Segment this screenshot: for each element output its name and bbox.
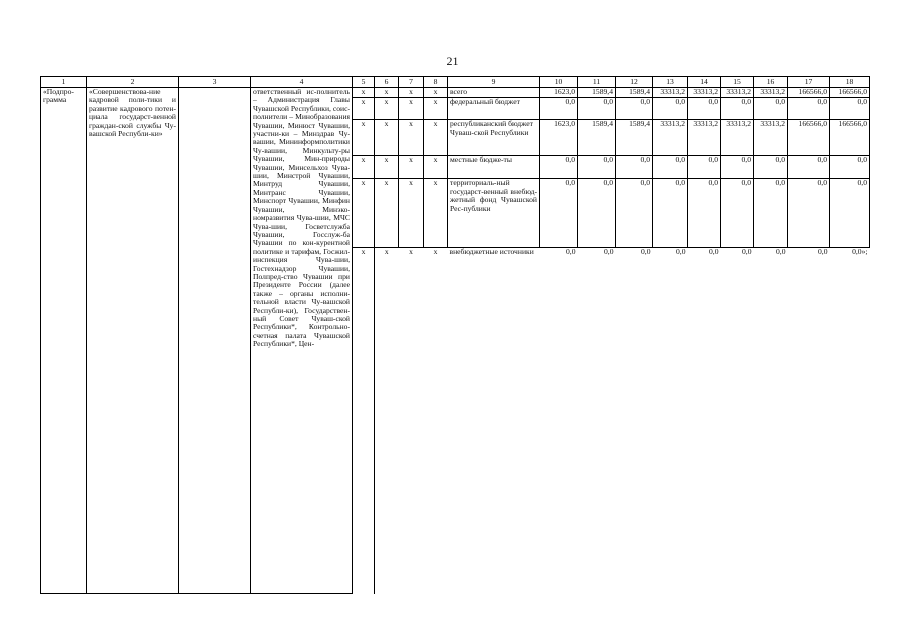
mark-cell: x [384,247,389,256]
value-cell: 1589,4 [578,88,616,98]
funding-source: республиканский бюджет Чуваш-ской Республики [448,120,540,155]
table-row [41,88,870,98]
value-cell: 33313,2 [754,120,788,155]
value-cell: 0,0 [754,155,788,179]
funding-source: местные бюдже-ты [448,155,540,179]
empty-cell [179,88,251,594]
value-cell: 1623,0 [540,88,578,98]
value-cell: 0,0 [818,247,828,256]
mark-cell: x [375,179,399,247]
mark-cell: x [424,179,448,247]
executors-text: ответственный ис-полнитель – Администрация Главы Чувашской Республики, соис-полнители – Минобразования Чувашии, Минюст Чувашии, участни-ки – Минздрав Чу-вашии, Мининформполитики Чу-вашии, Минкульту-ры Чувашии, Мин-природы Чувашии, Минсельхоз Чува-шии, Минстрой Чувашии, Минтруд Чувашии, Минтранс Чувашии, Минспорт Чувашии, Минфин Чувашии, Минэко-номразвития Чува-шии, МЧС Чува-шии, Госветслужба Чувашии, Госслуж-ба Чувашии по кон-курентной политике и тарифам, Госжил-инспекция Чува-шии, Гостехнадзор Чувашии, Полпред-ство Чувашии при Президенте России (далее также – органы исполни-тельной власти Чу-вашской Республи-ки), Государствен-ный Совет Чуваш-ской Республики*, Контрольно-счетная палата Чувашской Республики*, Цен- [251,88,353,594]
mark-cell: x [375,155,399,179]
value-cell: 166566,0 [788,120,830,155]
value-cell: 0,0 [676,247,686,256]
value-cell: 0,0 [688,155,721,179]
value-cell: 0,0 [830,155,870,179]
col-header: 9 [448,77,540,88]
value-cell: 1589,4 [578,120,616,155]
value-cell: 0,0 [540,97,578,120]
value-cell: 0,0»; [852,247,868,256]
value-cell: 1589,4 [616,120,653,155]
value-cell: 0,0 [578,179,616,247]
mark-cell: x [424,97,448,120]
value-cell: 33313,2 [754,88,788,98]
mark-cell: x [375,120,399,155]
mark-cell: x [399,88,424,98]
subprogram-title: «Совершенствова-ние кадровой поли-тики и развитие кадрового потен-циала государст-венной граждан-ской службы Чу-вашской Республи-ки» [87,88,179,594]
value-cell: 0,0 [566,247,576,256]
subprogram-label: «Подпро- грамма [41,88,87,594]
funding-source: территориаль-ный государст-венный внебюд-жетный фонд Чувашской Рес-публики [448,179,540,247]
value-cell: 0,0 [616,97,653,120]
mark-cell: x [409,247,413,256]
funding-source: внебюджетные источники [449,247,534,256]
col-header: 14 [688,77,721,88]
col-header: 8 [424,77,448,88]
value-cell: 0,0 [616,179,653,247]
col-header: 3 [179,77,251,88]
value-cell: 0,0 [830,179,870,247]
col-header: 6 [375,77,399,88]
value-cell: 0,0 [578,155,616,179]
value-cell: 0,0 [754,97,788,120]
mark-cell: x [399,155,424,179]
col-header: 1 [41,77,87,88]
col-header: 12 [616,77,653,88]
mark-cell: x [424,120,448,155]
mark-cell: x [375,88,399,98]
mark-cell: x [375,97,399,120]
mark-cell: x [399,97,424,120]
value-cell: 0,0 [721,179,754,247]
value-cell: 0,0 [653,97,688,120]
value-cell: 33313,2 [688,120,721,155]
value-cell: 0,0 [604,247,614,256]
value-cell: 0,0 [688,179,721,247]
value-cell: 0,0 [721,155,754,179]
col-header: 13 [653,77,688,88]
value-cell: 0,0 [540,155,578,179]
col-header: 16 [754,77,788,88]
value-cell: 0,0 [742,247,752,256]
value-cell: 0,0 [653,155,688,179]
mark-cell: x [353,155,375,179]
mark-cell: x [424,155,448,179]
value-cell: 33313,2 [721,88,754,98]
mark-cell: x [353,120,375,155]
value-cell: 166566,0 [788,88,830,98]
value-cell: 0,0 [688,97,721,120]
value-cell: 166566,0 [830,88,870,98]
value-cell: 0,0 [616,155,653,179]
mark-cell: x [399,120,424,155]
value-cell: 0,0 [709,247,719,256]
mark-cell: x [353,88,375,98]
budget-table [40,76,870,594]
col-header: 17 [788,77,830,88]
mark-cell: x [424,88,448,98]
mark-cell: x [433,247,438,256]
col-header: 4 [251,77,353,88]
col-header: 5 [353,77,375,88]
col-header: 7 [399,77,424,88]
value-cell: 0,0 [653,179,688,247]
value-cell: 33313,2 [688,88,721,98]
mark-cell: x [353,179,375,247]
value-cell: 0,0 [540,179,578,247]
mark-cell: x [399,179,424,247]
mark-cell: x [353,247,375,593]
value-cell: 0,0 [754,179,788,247]
value-cell: 33313,2 [721,120,754,155]
col-header: 11 [578,77,616,88]
col-header: 10 [540,77,578,88]
value-cell: 0,0 [578,97,616,120]
value-cell: 1589,4 [616,88,653,98]
value-cell: 0,0 [721,97,754,120]
value-cell: 0,0 [776,247,786,256]
header-row [41,77,870,88]
col-header: 15 [721,77,754,88]
value-cell: 1623,0 [540,120,578,155]
value-cell: 0,0 [830,97,870,120]
value-cell: 0,0 [788,155,830,179]
col-header: 2 [87,77,179,88]
value-cell: 0,0 [641,247,651,256]
value-cell: 166566,0 [830,120,870,155]
value-cell: 0,0 [788,179,830,247]
value-cell: 33313,2 [653,88,688,98]
value-cell: 33313,2 [653,120,688,155]
col-header: 18 [830,77,870,88]
funding-source: федеральный бюджет [448,97,540,120]
mark-cell: x [353,97,375,120]
funding-source: всего [448,88,540,98]
page-number: 21 [446,54,459,68]
value-cell: 0,0 [788,97,830,120]
